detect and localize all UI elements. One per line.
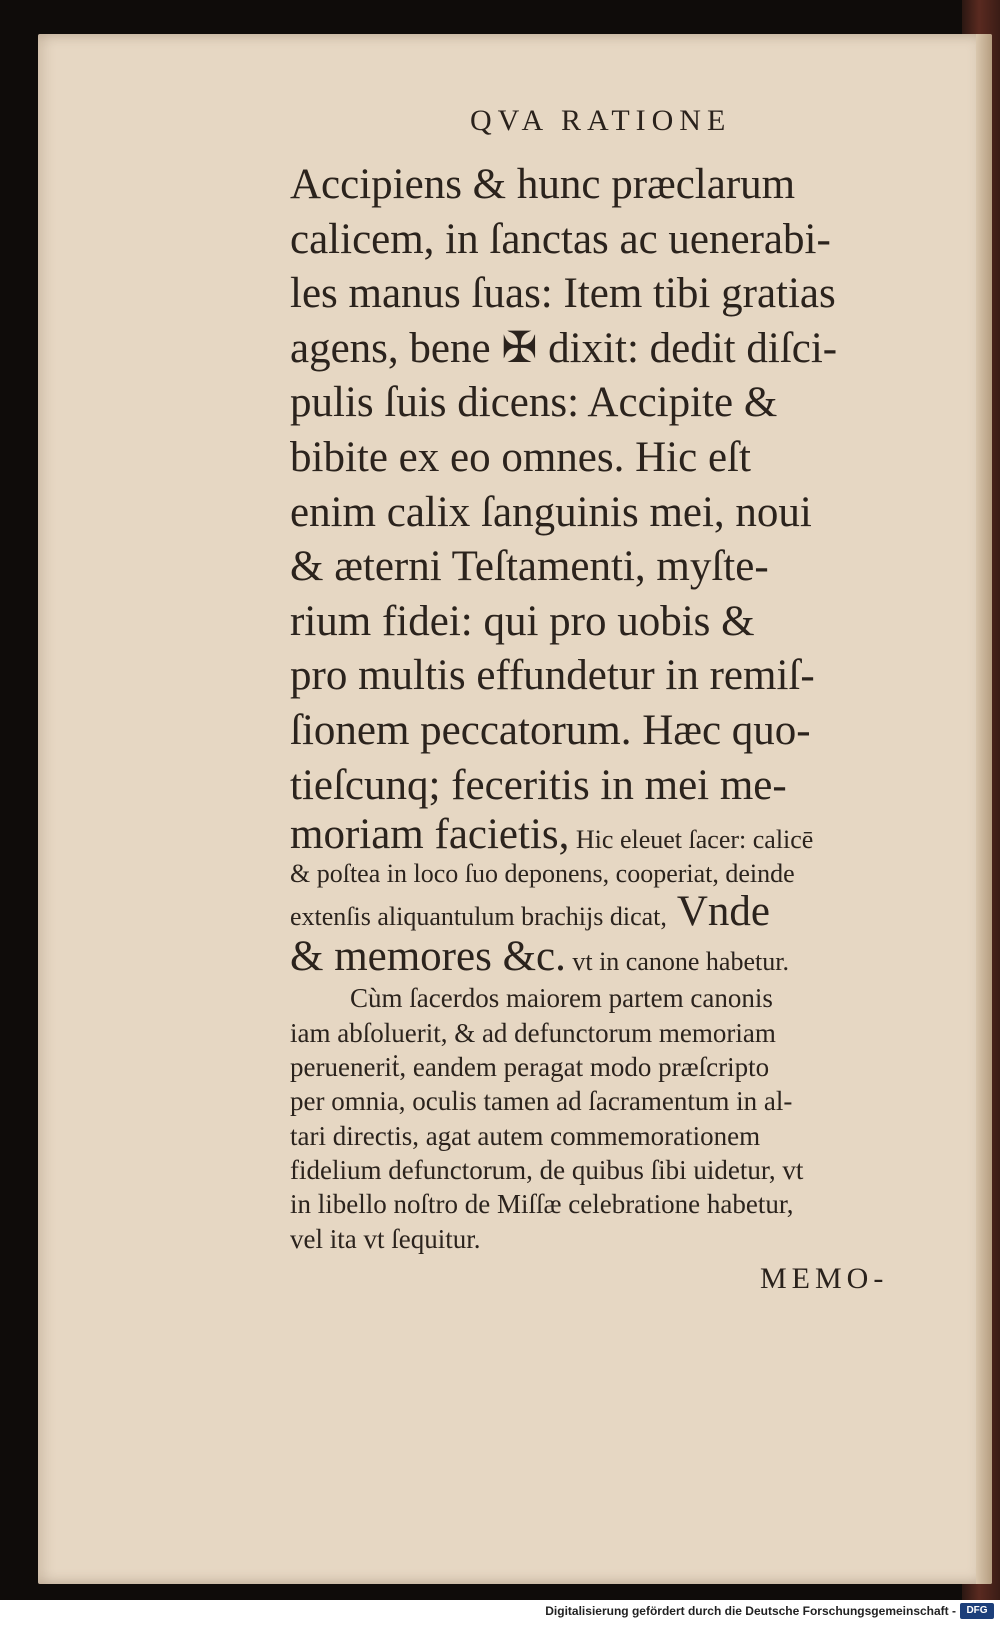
page-edge [976,34,992,1584]
text-line: agens, bene ✠ dixit: dedit diſci- [290,324,838,372]
text-line: rium fidei: qui pro uobis & [290,597,755,645]
rubric-line: iam abſoluerit, & ad defunctorum memoriam [290,1017,776,1048]
rubric-line: per omnia, oculis tamen ad ſacramentum in al- [290,1086,793,1117]
text-line: tieſcunq; feceritis in mei me- [290,761,787,809]
rubric-line: Cùm ſacerdos maiorem partem canonis [350,983,773,1014]
rubric-line: tari directis, agat autem commemorationem [290,1120,761,1151]
text-line: Accipiens & hunc præclarum [290,161,796,208]
rubric-line: vel ita vt ſequitur. [290,1223,481,1254]
running-head: QVA RATIONE [470,104,732,137]
catchword: MEMO- [760,1262,889,1295]
text-line: ſionem peccatorum. Hæc quo- [290,706,811,754]
text-line: bibite ex eo omnes. Hic eſt [290,433,751,481]
text-line: pro multis effundetur in remiſ- [290,652,815,700]
text-segment-large: moriam facietis, [290,811,570,859]
mixed-line [290,857,940,891]
rubric-line: in libello noſtro de Miſſæ celebratione habetur, [290,1189,794,1220]
funding-credit: Digitalisierung gefördert durch die Deutsche Forschungsgemeinschaft - [545,1604,956,1618]
dfg-logo: DFG [960,1603,994,1619]
text-line: calicem, in ſanctas ac uenerabi- [290,215,831,263]
rubric-line: fidelium defunctorum, de quibus ſibi uidetur, vt [290,1155,804,1186]
text-line: & æterni Teſtamenti, myſte- [290,543,769,591]
mixed-line [290,933,940,981]
text-line: enim calix ſanguinis mei, noui [290,488,812,536]
rubric-segment: vt in canone habetur. [565,947,789,977]
mixed-line [290,813,940,857]
rubric-segment: extenſis aliquantulum brachijs dicat, [290,902,667,932]
text-line: pulis ſuis dicens: Accipite & [290,379,778,427]
mixed-line [290,888,940,936]
rubric-line: perueneriṫ, eandem peragat modo præſcripto [290,1051,770,1082]
rubric-segment: Hic eleuet ſacer: calicē [569,825,814,855]
text-segment-large: & memores &c. [290,933,566,981]
text-line: les manus ſuas: Item tibi gratias [290,270,836,318]
main-text-block [290,158,940,1256]
text-segment-large: Vnde [666,888,771,936]
rubric-segment: & poſtea in loco ſuo deponens, cooperiat, deinde [290,859,795,889]
